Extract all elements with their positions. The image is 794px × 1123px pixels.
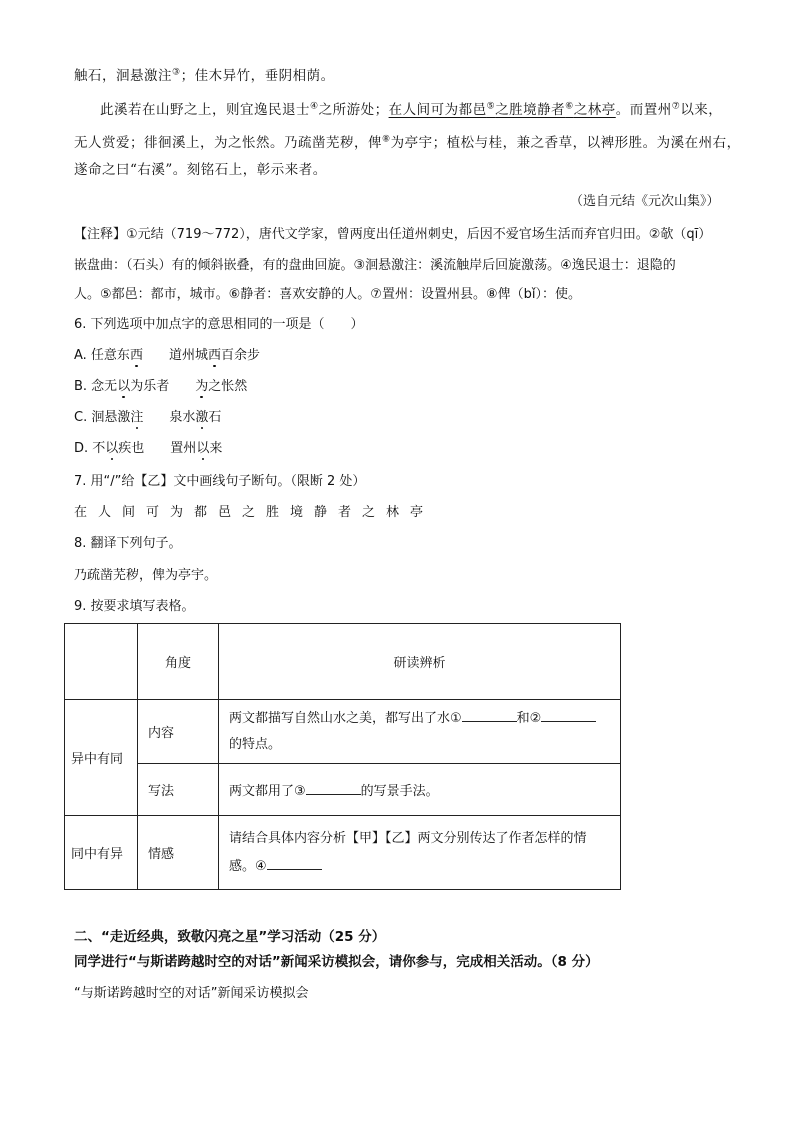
table-row-method-label: 写法 <box>138 764 219 816</box>
section-2-title: 二、“走近经典，致敬闪亮之星”学习活动（25 分） <box>74 929 386 945</box>
passage-line-3: 无人赏爱；徘徊溪上，为之怅然。乃疏凿芜秽，俾⑧为亭宇；植松与桂，兼之香草，以裨形胜。为溪在州右， <box>74 134 741 151</box>
blank-3[interactable] <box>306 781 361 795</box>
blank-2[interactable] <box>541 708 596 722</box>
blank-1[interactable] <box>462 708 517 722</box>
table-row-method-text: 两文都用了③ 的写景手法。 <box>219 764 621 816</box>
section-2-intro: 同学进行“与斯诺跨越时空的对话”新闻采访模拟会，请你参与，完成相关活动。（8 分） <box>74 954 599 970</box>
passage-line-4: 遂命之曰“右溪”。刻铭石上，彰示来者。 <box>74 162 327 178</box>
table-row-content-text: 两文都描写自然山水之美，都写出了水① 和② 的特点。 <box>219 700 621 764</box>
table-header-angle: 角度 <box>138 624 219 700</box>
passage-line-1: 触石，洄悬激注③；佳木异竹，垂阴相荫。 <box>74 67 335 84</box>
question-6-option-b: B. 念无以为乐者 为之怅然 <box>74 379 248 394</box>
table-group-same: 异中有同 <box>65 700 138 816</box>
question-6-option-c: C. 洄悬激注 泉水激石 <box>74 410 222 425</box>
table-row-emotion-label: 情感 <box>138 816 219 890</box>
notes-line-3: 人。⑤都邑：都市，城市。⑥静者：喜欢安静的人。⑦置州：设置州县。⑧俾（bǐ）：使。 <box>74 287 581 302</box>
question-6-option-d: D. 不以疾也 置州以来 <box>74 441 223 456</box>
notes-line-2: 嵌盘曲：（石头）有的倾斜嵌叠，有的盘曲回旋。③洄悬激注：溪流触岸后回旋激荡。④逸民退士：退隐的 <box>74 258 676 273</box>
question-8-sentence: 乃疏凿芜秽，俾为亭宇。 <box>74 568 218 583</box>
blank-4[interactable] <box>267 856 322 870</box>
question-7-stem: 7. 用“/”给【乙】文中画线句子断句。（限断 2 处） <box>74 474 366 489</box>
table-group-different: 同中有异 <box>65 816 138 890</box>
underlined-sentence: 在人间可为都邑⑤之胜境静者⑥之林亭 <box>388 101 616 118</box>
question-8-stem: 8. 翻译下列句子。 <box>74 536 182 551</box>
question-6-option-a: A. 任意东西 道州城西百余步 <box>74 348 260 363</box>
section-2-subtitle: “与斯诺跨越时空的对话”新闻采访模拟会 <box>74 986 309 1001</box>
question-9-table <box>64 623 621 890</box>
question-6-stem: 6. 下列选项中加点字的意思相同的一项是（ ） <box>74 317 364 332</box>
question-9-stem: 9. 按要求填写表格。 <box>74 599 195 614</box>
notes-line-1: 【注释】①元结（719～772），唐代文学家，曾两度出任道州刺史，后因不爱官场生活而弃官归田。②欹（qī） <box>74 227 712 242</box>
passage-line-2: 此溪若在山野之上，则宜逸民退士④之所游处；在人间可为都邑⑤之胜境静者⑥之林亭。而置州⑦以来， <box>100 101 723 118</box>
table-row-content-label: 内容 <box>138 700 219 764</box>
table-corner-cell <box>65 624 138 700</box>
table-row-emotion-text: 请结合具体内容分析【甲】【乙】两文分别传达了作者怎样的情 感。④ <box>219 816 621 890</box>
passage-source: （选自元结《元次山集》） <box>570 194 720 209</box>
table-header-analysis: 研读辨析 <box>219 624 621 700</box>
question-7-sentence: 在人间可为都邑之胜境静者之林亭 <box>74 505 435 520</box>
